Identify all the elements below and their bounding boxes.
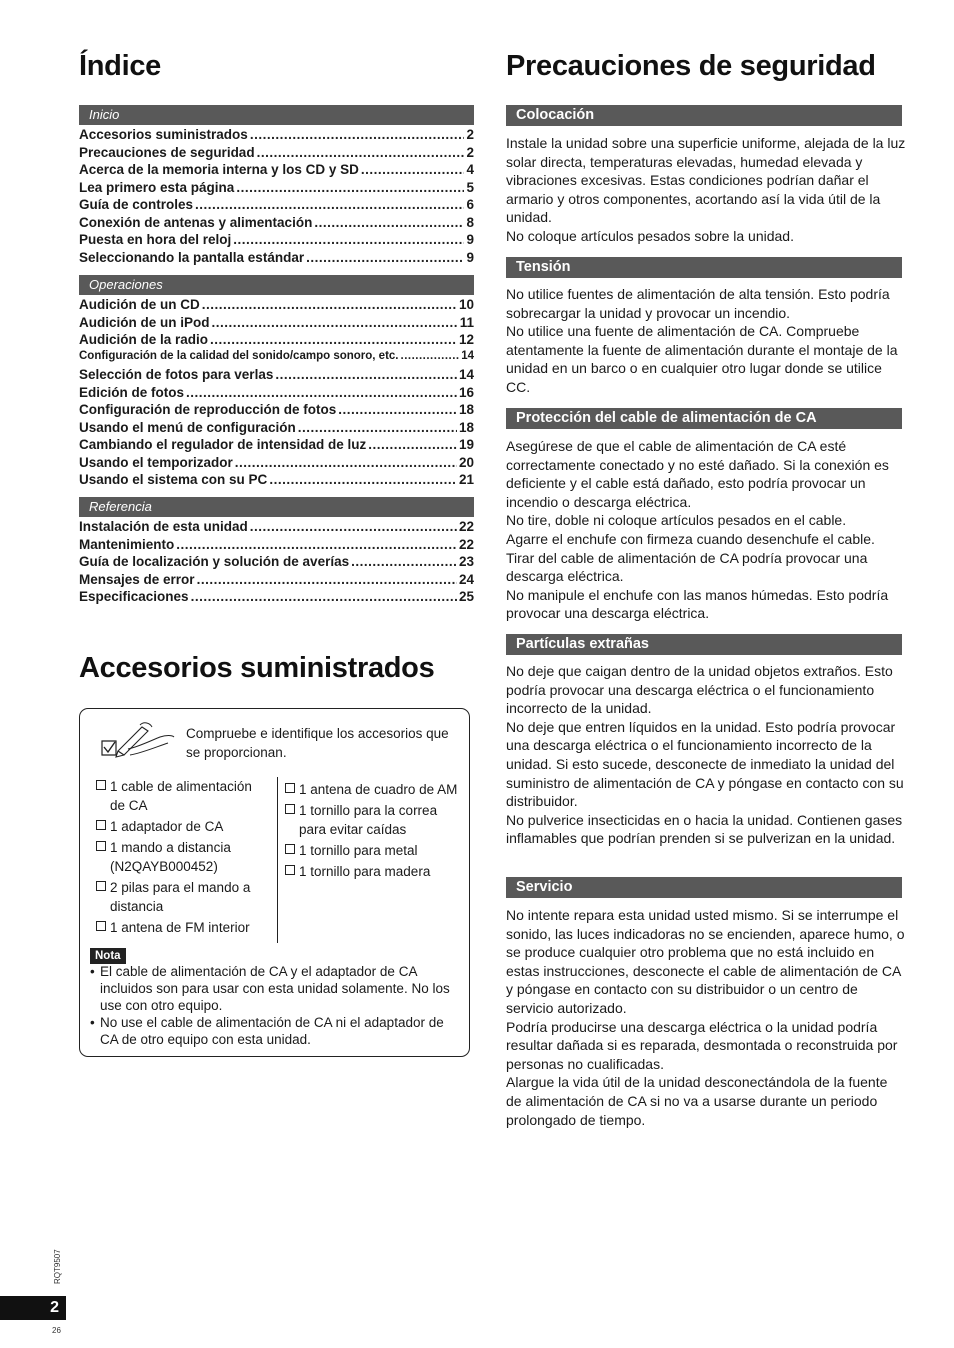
accessories-list-right: [285, 780, 460, 883]
toc-entry[interactable]: Usando el temporizador ..... 20: [79, 455, 474, 473]
note-item: • El cable de alimentación de CA y el adaptador de CA incluidos son para usar con esta unidad solamente. No los use con otro equipo.: [90, 963, 462, 1014]
toc-entry[interactable]: Precauciones de seguridad ..... 2: [79, 145, 474, 163]
safety-title: Precauciones de seguridad: [506, 50, 876, 82]
toc-entry[interactable]: Puesta en hora del reloj ..... 9: [79, 232, 474, 250]
toc-list-operaciones: [79, 297, 474, 490]
toc-entry[interactable]: Guía de controles ..... 6: [79, 197, 474, 215]
toc-entry[interactable]: Accesorios suministrados ..... 2: [79, 127, 474, 145]
toc-list-referencia: [79, 519, 474, 607]
checkbox-icon[interactable]: [285, 865, 295, 875]
accessory-item: 1 tornillo para metal: [285, 841, 460, 860]
toc-entry[interactable]: Guía de localización y solución de averías ..... 23: [79, 554, 474, 572]
safety-text-colocacion: Instale la unidad sobre una superficie uniforme, alejada de la luz solar directa, temperaturas elevadas, humedad elevada y vibraciones excesivas. Estas condiciones podrían dañar el armario y otros componentes, acortando así la vida útil de la unidad. No coloque artículos pesados sobre la unidad.: [506, 135, 906, 244]
toc-entry[interactable]: Audición de un CD ..... 10: [79, 297, 474, 315]
toc-entry[interactable]: Conexión de antenas y alimentación ..... 8: [79, 215, 474, 233]
toc-section-inicio: Inicio: [79, 105, 474, 125]
sub-page-number: 26: [52, 1326, 61, 1335]
accessories-intro: Compruebe e identifique los accesorios que se proporcionan.: [186, 726, 449, 760]
checkbox-icon[interactable]: [285, 844, 295, 854]
toc-entry[interactable]: Audición de un iPod ..... 11: [79, 315, 474, 333]
nota-label: Nota: [90, 948, 126, 964]
toc-entry[interactable]: Seleccionando la pantalla estándar ..... 9: [79, 250, 474, 268]
toc-entry[interactable]: Configuración de reproducción de fotos ..... 18: [79, 402, 474, 420]
toc-entry[interactable]: Mantenimiento ..... 22: [79, 537, 474, 555]
toc-entry[interactable]: Edición de fotos ..... 16: [79, 385, 474, 403]
accessories-notes: [90, 963, 462, 1048]
accessory-item: 1 cable de alimentación de CA: [96, 777, 266, 815]
toc-entry[interactable]: Usando el menú de configuración ..... 18: [79, 420, 474, 438]
safety-heading-tension: Tensión: [506, 257, 902, 278]
safety-heading-colocacion: Colocación: [506, 105, 902, 126]
checkbox-icon[interactable]: [96, 820, 106, 830]
toc-entry[interactable]: Instalación de esta unidad ..... 22: [79, 519, 474, 537]
accessories-title: Accesorios suministrados: [79, 652, 435, 684]
accessory-item: 1 mando a distancia (N2QAYB000452): [96, 838, 266, 876]
toc-entry[interactable]: Mensajes de error ..... 24: [79, 572, 474, 590]
checkbox-icon[interactable]: [96, 921, 106, 931]
accessory-item: 1 tornillo para madera: [285, 862, 460, 881]
safety-text-servicio: No intente repara esta unidad usted mismo. Si se interrumpe el sonido, las luces indicadoras no se encienden, aparece humo, o se produce cualquier otro problema que no está incluido en estas instrucciones, desconecte el cable de alimentación de CA y póngase en contacto con su distribuidor o un centro de servicio autorizado. Podría producirse una descarga eléctrica o la unidad podría resultar dañada si es reparada, desmontada o reconstruida por personas no cualificadas. Alargue la vida útil de la unidad desconectándola de la fuente de alimentación de CA si no va a usarse durante un periodo prolongado de tiempo.: [506, 907, 905, 1128]
checkbox-icon[interactable]: [96, 780, 106, 790]
toc-entry[interactable]: Especificaciones ..... 25: [79, 589, 474, 607]
toc-entry[interactable]: Configuración de la calidad del sonido/campo sonoro, etc. ..... 14: [79, 350, 474, 368]
toc-entry[interactable]: Selección de fotos para verlas ..... 14: [79, 367, 474, 385]
checkbox-icon[interactable]: [285, 804, 295, 814]
pencil-checkmark-icon: [98, 719, 176, 763]
index-title: Índice: [79, 50, 161, 82]
toc-section-referencia: Referencia: [79, 497, 474, 517]
checkbox-icon[interactable]: [96, 881, 106, 891]
accessory-item: 1 tornillo para la correa para evitar caídas: [285, 801, 460, 839]
accessory-item: 1 antena de FM interior: [96, 918, 266, 937]
note-item: • No use el cable de alimentación de CA ni el adaptador de CA de otro equipo con esta unidad.: [90, 1014, 462, 1048]
checkbox-icon[interactable]: [96, 841, 106, 851]
toc-section-operaciones: Operaciones: [79, 275, 474, 295]
toc-entry[interactable]: Audición de la radio ..... 12: [79, 332, 474, 350]
toc-entry[interactable]: Lea primero esta página ..... 5: [79, 180, 474, 198]
accessories-list-left: [96, 777, 266, 939]
safety-text-cable: Asegúrese de que el cable de alimentación de CA esté correctamente conectado y no esté dañado. Si la conexión es deficiente y el cable está dañado, esto podría provocar un incendio o descarga eléctrica. No tire, doble ni coloque artículos pesados en el cable. Agarre el enchufe con firmeza cuando desenchufe el cable. Tirar del cable de alimentación de CA podría provocar una descarga eléctrica. No manipule el enchufe con las manos húmedas. Esto podría provocar una descarga eléctrica.: [506, 438, 889, 622]
toc-list-inicio: [79, 127, 474, 267]
safety-text-tension: No utilice fuentes de alimentación de alta tensión. Esto podría sobrecargar la unidad y provocar un incendio. No utilice una fuente de alimentación de CA. Compruebe atentamente la fuente de alimentación durante el montaje de la unidad en un barco o en cualquier otro lugar donde se utilice CC.: [506, 286, 898, 395]
safety-text-particulas: No deje que caigan dentro de la unidad objetos extraños. Esto podría provocar una descarga eléctrica o el funcionamiento incorrecto de la unidad. No deje que entren líquidos en la unidad. Esto podría provocar una descarga eléctrica o el funcionamiento incorrecto de la unidad. Si esto sucede, desconecte de inmediato la unidad del suministro de alimentación de CA y póngase en contacto con su distribuidor. No pulverice insecticidas en o hacia la unidad. Contienen gases inflamables que podrían prenden si se pulverizan en la unidad.: [506, 663, 904, 847]
page-number: 2: [0, 1296, 66, 1320]
toc-entry[interactable]: Cambiando el regulador de intensidad de luz ..... 19: [79, 437, 474, 455]
toc-entry[interactable]: Usando el sistema con su PC ..... 21: [79, 472, 474, 490]
accessory-item: 1 antena de cuadro de AM: [285, 780, 460, 799]
checkbox-icon[interactable]: [285, 783, 295, 793]
toc-entry[interactable]: Acerca de la memoria interna y los CD y SD ..... 4: [79, 162, 474, 180]
accessory-item: 1 adaptador de CA: [96, 817, 266, 836]
doc-code: RQT9507: [53, 1249, 62, 1284]
safety-heading-cable: Protección del cable de alimentación de CA: [506, 408, 902, 429]
safety-heading-servicio: Servicio: [506, 877, 902, 898]
accessories-box: [79, 708, 470, 1057]
accessory-item: 2 pilas para el mando a distancia: [96, 878, 266, 916]
safety-heading-particulas: Partículas extrañas: [506, 634, 902, 655]
column-divider: [277, 777, 278, 943]
